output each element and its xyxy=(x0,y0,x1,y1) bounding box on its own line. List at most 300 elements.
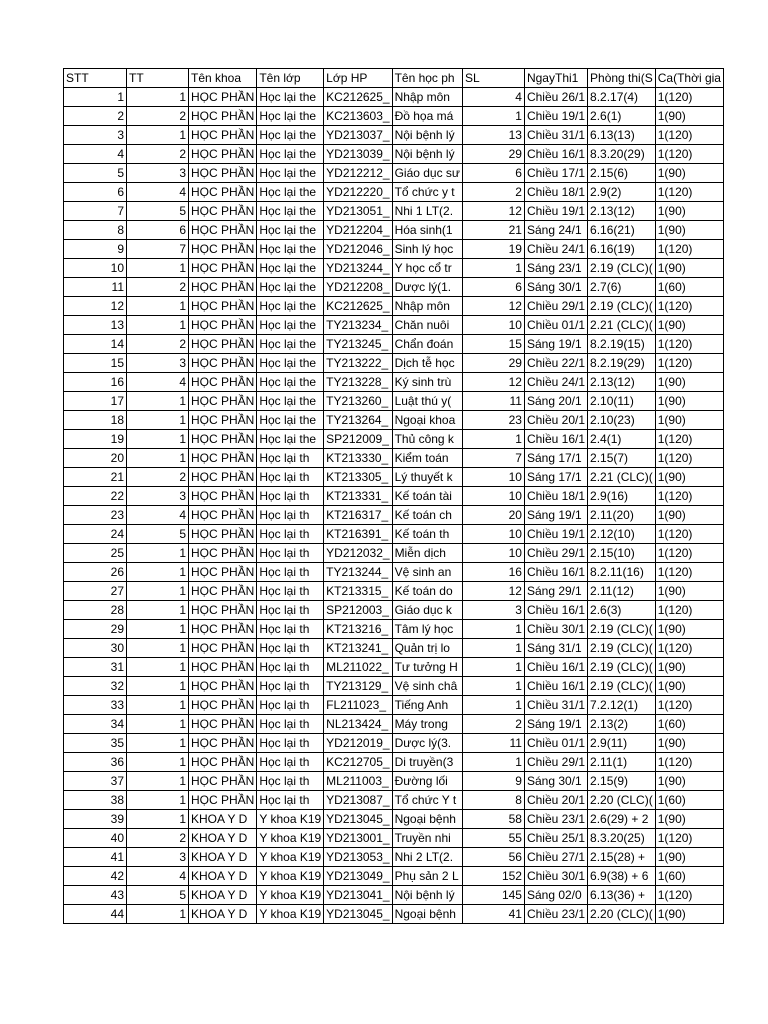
cell-ca[interactable]: 1(90) xyxy=(655,848,723,867)
cell-ten-khoa[interactable]: HỌC PHẦN xyxy=(189,525,257,544)
cell-stt[interactable]: 41 xyxy=(64,848,127,867)
cell-ten-khoa[interactable]: HỌC PHẦN xyxy=(189,259,257,278)
cell-ten-lop[interactable]: Học lại the xyxy=(257,145,324,164)
cell-ten-hoc-phan[interactable]: Ngoại khoa xyxy=(392,411,462,430)
cell-ten-hoc-phan[interactable]: Vệ sinh an xyxy=(392,563,462,582)
cell-tt[interactable]: 2 xyxy=(127,145,189,164)
cell-stt[interactable]: 3 xyxy=(64,126,127,145)
cell-stt[interactable]: 39 xyxy=(64,810,127,829)
cell-ten-hoc-phan[interactable]: Máy trong xyxy=(392,715,462,734)
cell-ca[interactable]: 1(120) xyxy=(655,639,723,658)
cell-ten-khoa[interactable]: HỌC PHẦN xyxy=(189,297,257,316)
cell-ten-hoc-phan[interactable]: Miễn dịch xyxy=(392,544,462,563)
cell-stt[interactable]: 17 xyxy=(64,392,127,411)
cell-tt[interactable]: 1 xyxy=(127,544,189,563)
cell-stt[interactable]: 15 xyxy=(64,354,127,373)
cell-ngay-thi[interactable]: Chiều 01/1 xyxy=(524,734,587,753)
cell-ten-hoc-phan[interactable]: Nội bệnh lý xyxy=(392,886,462,905)
cell-phong-thi[interactable]: 8.3.20(25) xyxy=(588,829,656,848)
cell-ten-hoc-phan[interactable]: Nhi 2 LT(2. xyxy=(392,848,462,867)
cell-phong-thi[interactable]: 2.19 (CLC)( xyxy=(588,658,656,677)
cell-ngay-thi[interactable]: Chiều 19/1 xyxy=(524,107,587,126)
cell-ngay-thi[interactable]: Sáng 20/1 xyxy=(524,392,587,411)
cell-tt[interactable]: 1 xyxy=(127,582,189,601)
cell-lop-hp[interactable]: KT213330_ xyxy=(324,449,392,468)
cell-sl[interactable]: 21 xyxy=(462,221,524,240)
cell-ten-hoc-phan[interactable]: Ngoại bệnh xyxy=(392,905,462,924)
cell-tt[interactable]: 1 xyxy=(127,430,189,449)
cell-sl[interactable]: 6 xyxy=(462,278,524,297)
cell-ten-hoc-phan[interactable]: Di truyền(3 xyxy=(392,753,462,772)
cell-ten-khoa[interactable]: HỌC PHẦN xyxy=(189,335,257,354)
column-header-ten-khoa[interactable]: Tên khoa xyxy=(189,69,257,88)
cell-ten-lop[interactable]: Học lại the xyxy=(257,297,324,316)
cell-phong-thi[interactable]: 8.2.17(4) xyxy=(588,88,656,107)
cell-ten-hoc-phan[interactable]: Kế toán tài xyxy=(392,487,462,506)
cell-tt[interactable]: 7 xyxy=(127,240,189,259)
cell-ten-khoa[interactable]: HỌC PHẦN xyxy=(189,316,257,335)
cell-phong-thi[interactable]: 7.2.12(1) xyxy=(588,696,656,715)
cell-ngay-thi[interactable]: Chiều 16/1 xyxy=(524,563,587,582)
cell-ten-khoa[interactable]: HỌC PHẦN xyxy=(189,126,257,145)
cell-tt[interactable]: 3 xyxy=(127,487,189,506)
cell-ca[interactable]: 1(90) xyxy=(655,107,723,126)
cell-stt[interactable]: 9 xyxy=(64,240,127,259)
cell-ngay-thi[interactable]: Chiều 18/1 xyxy=(524,183,587,202)
cell-sl[interactable]: 152 xyxy=(462,867,524,886)
cell-sl[interactable]: 56 xyxy=(462,848,524,867)
cell-ca[interactable]: 1(60) xyxy=(655,278,723,297)
cell-lop-hp[interactable]: YD212032_ xyxy=(324,544,392,563)
cell-ca[interactable]: 1(90) xyxy=(655,221,723,240)
cell-ten-khoa[interactable]: HỌC PHẦN xyxy=(189,202,257,221)
cell-ten-lop[interactable]: Học lại th xyxy=(257,677,324,696)
cell-ten-hoc-phan[interactable]: Nhập môn xyxy=(392,88,462,107)
cell-ca[interactable]: 1(90) xyxy=(655,506,723,525)
cell-ten-lop[interactable]: Học lại the xyxy=(257,278,324,297)
cell-sl[interactable]: 11 xyxy=(462,392,524,411)
cell-ten-khoa[interactable]: HỌC PHẦN xyxy=(189,449,257,468)
cell-phong-thi[interactable]: 2.4(1) xyxy=(588,430,656,449)
cell-lop-hp[interactable]: YD213051_ xyxy=(324,202,392,221)
cell-stt[interactable]: 28 xyxy=(64,601,127,620)
cell-ngay-thi[interactable]: Sáng 23/1 xyxy=(524,259,587,278)
cell-ten-hoc-phan[interactable]: Truyền nhi xyxy=(392,829,462,848)
cell-tt[interactable]: 4 xyxy=(127,506,189,525)
cell-sl[interactable]: 58 xyxy=(462,810,524,829)
cell-ca[interactable]: 1(120) xyxy=(655,601,723,620)
cell-lop-hp[interactable]: KT216317_ xyxy=(324,506,392,525)
cell-phong-thi[interactable]: 2.15(28) + xyxy=(588,848,656,867)
cell-tt[interactable]: 5 xyxy=(127,202,189,221)
cell-lop-hp[interactable]: KT213331_ xyxy=(324,487,392,506)
cell-stt[interactable]: 13 xyxy=(64,316,127,335)
cell-ten-khoa[interactable]: HỌC PHẦN xyxy=(189,715,257,734)
cell-ten-lop[interactable]: Học lại th xyxy=(257,468,324,487)
cell-lop-hp[interactable]: KT213216_ xyxy=(324,620,392,639)
cell-ten-khoa[interactable]: HỌC PHẦN xyxy=(189,278,257,297)
cell-ten-hoc-phan[interactable]: Kế toán do xyxy=(392,582,462,601)
cell-lop-hp[interactable]: YD213037_ xyxy=(324,126,392,145)
cell-ngay-thi[interactable]: Chiều 01/1 xyxy=(524,316,587,335)
column-header-ten-lop[interactable]: Tên lớp xyxy=(257,69,324,88)
cell-ca[interactable]: 1(120) xyxy=(655,88,723,107)
cell-ca[interactable]: 1(120) xyxy=(655,430,723,449)
cell-sl[interactable]: 1 xyxy=(462,107,524,126)
cell-ngay-thi[interactable]: Chiều 30/1 xyxy=(524,620,587,639)
cell-sl[interactable]: 3 xyxy=(462,601,524,620)
cell-ten-khoa[interactable]: HỌC PHẦN xyxy=(189,221,257,240)
cell-ngay-thi[interactable]: Chiều 27/1 xyxy=(524,848,587,867)
cell-sl[interactable]: 10 xyxy=(462,525,524,544)
cell-lop-hp[interactable]: YD213244_ xyxy=(324,259,392,278)
cell-stt[interactable]: 20 xyxy=(64,449,127,468)
cell-lop-hp[interactable]: TY213228_ xyxy=(324,373,392,392)
cell-ca[interactable]: 1(120) xyxy=(655,145,723,164)
cell-tt[interactable]: 6 xyxy=(127,221,189,240)
cell-phong-thi[interactable]: 2.6(1) xyxy=(588,107,656,126)
cell-ten-lop[interactable]: Học lại th xyxy=(257,791,324,810)
cell-lop-hp[interactable]: SP212003_ xyxy=(324,601,392,620)
cell-ten-hoc-phan[interactable]: Sinh lý học xyxy=(392,240,462,259)
cell-phong-thi[interactable]: 6.16(21) xyxy=(588,221,656,240)
cell-ngay-thi[interactable]: Sáng 24/1 xyxy=(524,221,587,240)
cell-sl[interactable]: 145 xyxy=(462,886,524,905)
cell-ten-hoc-phan[interactable]: Tư tưởng H xyxy=(392,658,462,677)
cell-ca[interactable]: 1(120) xyxy=(655,487,723,506)
cell-ca[interactable]: 1(120) xyxy=(655,183,723,202)
cell-ngay-thi[interactable]: Sáng 29/1 xyxy=(524,582,587,601)
cell-ten-khoa[interactable]: HỌC PHẦN xyxy=(189,677,257,696)
cell-tt[interactable]: 3 xyxy=(127,354,189,373)
cell-ten-hoc-phan[interactable]: Tổ chức y t xyxy=(392,183,462,202)
cell-ten-lop[interactable]: Học lại th xyxy=(257,639,324,658)
cell-ten-khoa[interactable]: HỌC PHẦN xyxy=(189,563,257,582)
cell-ten-khoa[interactable]: HỌC PHẦN xyxy=(189,753,257,772)
cell-sl[interactable]: 1 xyxy=(462,677,524,696)
cell-phong-thi[interactable]: 6.16(19) xyxy=(588,240,656,259)
cell-phong-thi[interactable]: 8.2.19(29) xyxy=(588,354,656,373)
cell-sl[interactable]: 20 xyxy=(462,506,524,525)
cell-phong-thi[interactable]: 2.20 (CLC)( xyxy=(588,905,656,924)
cell-tt[interactable]: 1 xyxy=(127,411,189,430)
cell-phong-thi[interactable]: 6.13(36) + xyxy=(588,886,656,905)
cell-lop-hp[interactable]: YD212220_ xyxy=(324,183,392,202)
cell-lop-hp[interactable]: KC212625_ xyxy=(324,88,392,107)
cell-sl[interactable]: 10 xyxy=(462,487,524,506)
cell-stt[interactable]: 1 xyxy=(64,88,127,107)
column-header-ngay-thi[interactable]: NgayThi1 xyxy=(524,69,587,88)
cell-stt[interactable]: 11 xyxy=(64,278,127,297)
cell-sl[interactable]: 1 xyxy=(462,639,524,658)
cell-stt[interactable]: 27 xyxy=(64,582,127,601)
cell-sl[interactable]: 12 xyxy=(462,373,524,392)
cell-sl[interactable]: 29 xyxy=(462,354,524,373)
cell-lop-hp[interactable]: YD213041_ xyxy=(324,886,392,905)
cell-ten-hoc-phan[interactable]: Đồ họa má xyxy=(392,107,462,126)
cell-phong-thi[interactable]: 2.15(10) xyxy=(588,544,656,563)
cell-ten-hoc-phan[interactable]: Nội bệnh lý xyxy=(392,145,462,164)
cell-ca[interactable]: 1(90) xyxy=(655,202,723,221)
cell-phong-thi[interactable]: 8.2.11(16) xyxy=(588,563,656,582)
cell-ten-lop[interactable]: Học lại the xyxy=(257,126,324,145)
cell-tt[interactable]: 1 xyxy=(127,677,189,696)
cell-ten-hoc-phan[interactable]: Kiểm toán xyxy=(392,449,462,468)
cell-ten-lop[interactable]: Học lại the xyxy=(257,373,324,392)
cell-ten-lop[interactable]: Học lại th xyxy=(257,734,324,753)
cell-ten-lop[interactable]: Học lại th xyxy=(257,487,324,506)
cell-ca[interactable]: 1(120) xyxy=(655,696,723,715)
cell-sl[interactable]: 1 xyxy=(462,620,524,639)
cell-stt[interactable]: 23 xyxy=(64,506,127,525)
cell-ten-lop[interactable]: Học lại the xyxy=(257,202,324,221)
cell-stt[interactable]: 10 xyxy=(64,259,127,278)
cell-sl[interactable]: 1 xyxy=(462,658,524,677)
cell-ten-khoa[interactable]: HỌC PHẦN xyxy=(189,88,257,107)
cell-sl[interactable]: 8 xyxy=(462,791,524,810)
cell-sl[interactable]: 11 xyxy=(462,734,524,753)
cell-ca[interactable]: 1(90) xyxy=(655,620,723,639)
cell-ten-lop[interactable]: Học lại th xyxy=(257,449,324,468)
cell-ca[interactable]: 1(90) xyxy=(655,734,723,753)
cell-ca[interactable]: 1(120) xyxy=(655,240,723,259)
cell-lop-hp[interactable]: FL211023_ xyxy=(324,696,392,715)
cell-ngay-thi[interactable]: Chiều 31/1 xyxy=(524,696,587,715)
cell-ten-hoc-phan[interactable]: Dược lý(3. xyxy=(392,734,462,753)
cell-ca[interactable]: 1(120) xyxy=(655,753,723,772)
cell-lop-hp[interactable]: ML211022_ xyxy=(324,658,392,677)
cell-lop-hp[interactable]: ML211003_ xyxy=(324,772,392,791)
cell-ngay-thi[interactable]: Sáng 17/1 xyxy=(524,449,587,468)
cell-ten-hoc-phan[interactable]: Nhi 1 LT(2. xyxy=(392,202,462,221)
cell-ngay-thi[interactable]: Chiều 29/1 xyxy=(524,753,587,772)
cell-sl[interactable]: 2 xyxy=(462,183,524,202)
cell-tt[interactable]: 1 xyxy=(127,753,189,772)
cell-lop-hp[interactable]: YD213087_ xyxy=(324,791,392,810)
cell-ten-khoa[interactable]: HỌC PHẦN xyxy=(189,468,257,487)
cell-ten-lop[interactable]: Y khoa K19 xyxy=(257,905,324,924)
cell-ca[interactable]: 1(120) xyxy=(655,297,723,316)
cell-ten-lop[interactable]: Học lại th xyxy=(257,506,324,525)
cell-ten-hoc-phan[interactable]: Ký sinh trù xyxy=(392,373,462,392)
cell-ngay-thi[interactable]: Chiều 19/1 xyxy=(524,525,587,544)
cell-ten-lop[interactable]: Học lại the xyxy=(257,221,324,240)
cell-phong-thi[interactable]: 2.12(10) xyxy=(588,525,656,544)
cell-tt[interactable]: 1 xyxy=(127,658,189,677)
cell-phong-thi[interactable]: 2.11(20) xyxy=(588,506,656,525)
cell-tt[interactable]: 4 xyxy=(127,373,189,392)
cell-lop-hp[interactable]: YD213053_ xyxy=(324,848,392,867)
cell-stt[interactable]: 33 xyxy=(64,696,127,715)
cell-ten-lop[interactable]: Y khoa K19 xyxy=(257,829,324,848)
cell-phong-thi[interactable]: 2.9(2) xyxy=(588,183,656,202)
cell-ngay-thi[interactable]: Chiều 22/1 xyxy=(524,354,587,373)
cell-phong-thi[interactable]: 2.21 (CLC)( xyxy=(588,468,656,487)
column-header-sl[interactable]: SL xyxy=(462,69,524,88)
cell-phong-thi[interactable]: 2.9(11) xyxy=(588,734,656,753)
cell-sl[interactable]: 7 xyxy=(462,449,524,468)
cell-ten-lop[interactable]: Học lại the xyxy=(257,316,324,335)
cell-ngay-thi[interactable]: Chiều 19/1 xyxy=(524,202,587,221)
cell-sl[interactable]: 41 xyxy=(462,905,524,924)
cell-tt[interactable]: 1 xyxy=(127,126,189,145)
cell-lop-hp[interactable]: SP212009_ xyxy=(324,430,392,449)
cell-tt[interactable]: 1 xyxy=(127,639,189,658)
cell-stt[interactable]: 21 xyxy=(64,468,127,487)
cell-ten-lop[interactable]: Học lại the xyxy=(257,430,324,449)
cell-ngay-thi[interactable]: Sáng 30/1 xyxy=(524,772,587,791)
column-header-stt[interactable]: STT xyxy=(64,69,127,88)
cell-sl[interactable]: 1 xyxy=(462,753,524,772)
cell-ca[interactable]: 1(120) xyxy=(655,544,723,563)
cell-ca[interactable]: 1(90) xyxy=(655,810,723,829)
cell-ten-hoc-phan[interactable]: Nhập môn xyxy=(392,297,462,316)
cell-ten-lop[interactable]: Học lại th xyxy=(257,715,324,734)
cell-ngay-thi[interactable]: Sáng 17/1 xyxy=(524,468,587,487)
cell-ngay-thi[interactable]: Chiều 25/1 xyxy=(524,829,587,848)
cell-ngay-thi[interactable]: Chiều 24/1 xyxy=(524,240,587,259)
cell-ten-lop[interactable]: Học lại th xyxy=(257,582,324,601)
cell-ngay-thi[interactable]: Sáng 31/1 xyxy=(524,639,587,658)
cell-ten-hoc-phan[interactable]: Hóa sinh(1 xyxy=(392,221,462,240)
cell-lop-hp[interactable]: YD213045_ xyxy=(324,810,392,829)
cell-ten-hoc-phan[interactable]: Tâm lý học xyxy=(392,620,462,639)
cell-ten-khoa[interactable]: HỌC PHẦN xyxy=(189,183,257,202)
cell-sl[interactable]: 29 xyxy=(462,145,524,164)
cell-stt[interactable]: 4 xyxy=(64,145,127,164)
cell-stt[interactable]: 42 xyxy=(64,867,127,886)
cell-ca[interactable]: 1(60) xyxy=(655,867,723,886)
cell-tt[interactable]: 1 xyxy=(127,620,189,639)
cell-lop-hp[interactable]: TY213234_ xyxy=(324,316,392,335)
cell-ten-khoa[interactable]: HỌC PHẦN xyxy=(189,164,257,183)
cell-stt[interactable]: 25 xyxy=(64,544,127,563)
cell-ngay-thi[interactable]: Chiều 17/1 xyxy=(524,164,587,183)
cell-ngay-thi[interactable]: Sáng 19/1 xyxy=(524,715,587,734)
cell-ten-khoa[interactable]: HỌC PHẦN xyxy=(189,639,257,658)
column-header-ten-hoc-phan[interactable]: Tên học ph xyxy=(392,69,462,88)
cell-ten-hoc-phan[interactable]: Nội bệnh lý xyxy=(392,126,462,145)
cell-ngay-thi[interactable]: Chiều 18/1 xyxy=(524,487,587,506)
cell-tt[interactable]: 1 xyxy=(127,316,189,335)
cell-ten-khoa[interactable]: HỌC PHẦN xyxy=(189,582,257,601)
cell-ten-khoa[interactable]: HỌC PHẦN xyxy=(189,107,257,126)
cell-phong-thi[interactable]: 2.20 (CLC)( xyxy=(588,791,656,810)
column-header-lop-hp[interactable]: Lớp HP xyxy=(324,69,392,88)
cell-ngay-thi[interactable]: Chiều 16/1 xyxy=(524,658,587,677)
cell-ca[interactable]: 1(60) xyxy=(655,715,723,734)
cell-sl[interactable]: 16 xyxy=(462,563,524,582)
cell-stt[interactable]: 35 xyxy=(64,734,127,753)
cell-ten-khoa[interactable]: KHOA Y D xyxy=(189,848,257,867)
cell-ten-lop[interactable]: Học lại the xyxy=(257,183,324,202)
cell-tt[interactable]: 2 xyxy=(127,829,189,848)
cell-lop-hp[interactable]: KT216391_ xyxy=(324,525,392,544)
cell-lop-hp[interactable]: YD212208_ xyxy=(324,278,392,297)
cell-ngay-thi[interactable]: Sáng 30/1 xyxy=(524,278,587,297)
cell-ten-lop[interactable]: Học lại th xyxy=(257,772,324,791)
cell-stt[interactable]: 19 xyxy=(64,430,127,449)
cell-ten-hoc-phan[interactable]: Phụ sản 2 L xyxy=(392,867,462,886)
cell-stt[interactable]: 40 xyxy=(64,829,127,848)
cell-ten-hoc-phan[interactable]: Ngoại bệnh xyxy=(392,810,462,829)
cell-tt[interactable]: 2 xyxy=(127,335,189,354)
cell-ten-hoc-phan[interactable]: Thủ công k xyxy=(392,430,462,449)
cell-tt[interactable]: 1 xyxy=(127,88,189,107)
cell-ten-hoc-phan[interactable]: Lý thuyết k xyxy=(392,468,462,487)
cell-stt[interactable]: 29 xyxy=(64,620,127,639)
cell-ngay-thi[interactable]: Chiều 23/1 xyxy=(524,810,587,829)
cell-ten-lop[interactable]: Học lại th xyxy=(257,563,324,582)
cell-ten-lop[interactable]: Học lại the xyxy=(257,107,324,126)
cell-ten-lop[interactable]: Y khoa K19 xyxy=(257,886,324,905)
cell-lop-hp[interactable]: YD213049_ xyxy=(324,867,392,886)
cell-phong-thi[interactable]: 2.11(1) xyxy=(588,753,656,772)
cell-ca[interactable]: 1(90) xyxy=(655,316,723,335)
cell-lop-hp[interactable]: YD213045_ xyxy=(324,905,392,924)
cell-stt[interactable]: 7 xyxy=(64,202,127,221)
cell-stt[interactable]: 16 xyxy=(64,373,127,392)
cell-ten-khoa[interactable]: HỌC PHẦN xyxy=(189,772,257,791)
cell-ten-khoa[interactable]: HỌC PHẦN xyxy=(189,240,257,259)
cell-sl[interactable]: 13 xyxy=(462,126,524,145)
cell-ca[interactable]: 1(120) xyxy=(655,829,723,848)
cell-ca[interactable]: 1(120) xyxy=(655,335,723,354)
cell-ngay-thi[interactable]: Chiều 20/1 xyxy=(524,791,587,810)
cell-phong-thi[interactable]: 2.15(7) xyxy=(588,449,656,468)
cell-ten-khoa[interactable]: HỌC PHẦN xyxy=(189,601,257,620)
cell-ngay-thi[interactable]: Chiều 20/1 xyxy=(524,411,587,430)
cell-lop-hp[interactable]: YD212019_ xyxy=(324,734,392,753)
cell-tt[interactable]: 1 xyxy=(127,297,189,316)
cell-ten-lop[interactable]: Y khoa K19 xyxy=(257,867,324,886)
cell-lop-hp[interactable]: YD212212_ xyxy=(324,164,392,183)
cell-stt[interactable]: 44 xyxy=(64,905,127,924)
cell-sl[interactable]: 1 xyxy=(462,696,524,715)
cell-ca[interactable]: 1(90) xyxy=(655,373,723,392)
cell-ten-hoc-phan[interactable]: Vệ sinh châ xyxy=(392,677,462,696)
cell-ngay-thi[interactable]: Chiều 16/1 xyxy=(524,430,587,449)
cell-ten-lop[interactable]: Học lại th xyxy=(257,525,324,544)
cell-stt[interactable]: 5 xyxy=(64,164,127,183)
cell-ten-hoc-phan[interactable]: Giáo dục k xyxy=(392,601,462,620)
cell-ten-khoa[interactable]: HỌC PHẦN xyxy=(189,506,257,525)
cell-ten-khoa[interactable]: HỌC PHẦN xyxy=(189,487,257,506)
cell-ten-lop[interactable]: Học lại the xyxy=(257,411,324,430)
cell-sl[interactable]: 6 xyxy=(462,164,524,183)
cell-ngay-thi[interactable]: Sáng 02/0 xyxy=(524,886,587,905)
column-header-ca[interactable]: Ca(Thời gia xyxy=(655,69,723,88)
cell-stt[interactable]: 43 xyxy=(64,886,127,905)
cell-phong-thi[interactable]: 2.19 (CLC)( xyxy=(588,620,656,639)
cell-tt[interactable]: 1 xyxy=(127,791,189,810)
cell-ca[interactable]: 1(120) xyxy=(655,449,723,468)
cell-lop-hp[interactable]: TY213245_ xyxy=(324,335,392,354)
cell-phong-thi[interactable]: 2.21 (CLC)( xyxy=(588,316,656,335)
cell-ten-lop[interactable]: Học lại th xyxy=(257,601,324,620)
cell-ngay-thi[interactable]: Sáng 19/1 xyxy=(524,335,587,354)
cell-sl[interactable]: 23 xyxy=(462,411,524,430)
cell-lop-hp[interactable]: NL213424_ xyxy=(324,715,392,734)
cell-ca[interactable]: 1(90) xyxy=(655,582,723,601)
cell-ten-khoa[interactable]: HỌC PHẦN xyxy=(189,791,257,810)
cell-tt[interactable]: 5 xyxy=(127,886,189,905)
cell-ten-lop[interactable]: Học lại the xyxy=(257,354,324,373)
cell-tt[interactable]: 1 xyxy=(127,905,189,924)
cell-ten-hoc-phan[interactable]: Chăn nuôi xyxy=(392,316,462,335)
cell-lop-hp[interactable]: KC212625_ xyxy=(324,297,392,316)
cell-ten-khoa[interactable]: HỌC PHẦN xyxy=(189,734,257,753)
